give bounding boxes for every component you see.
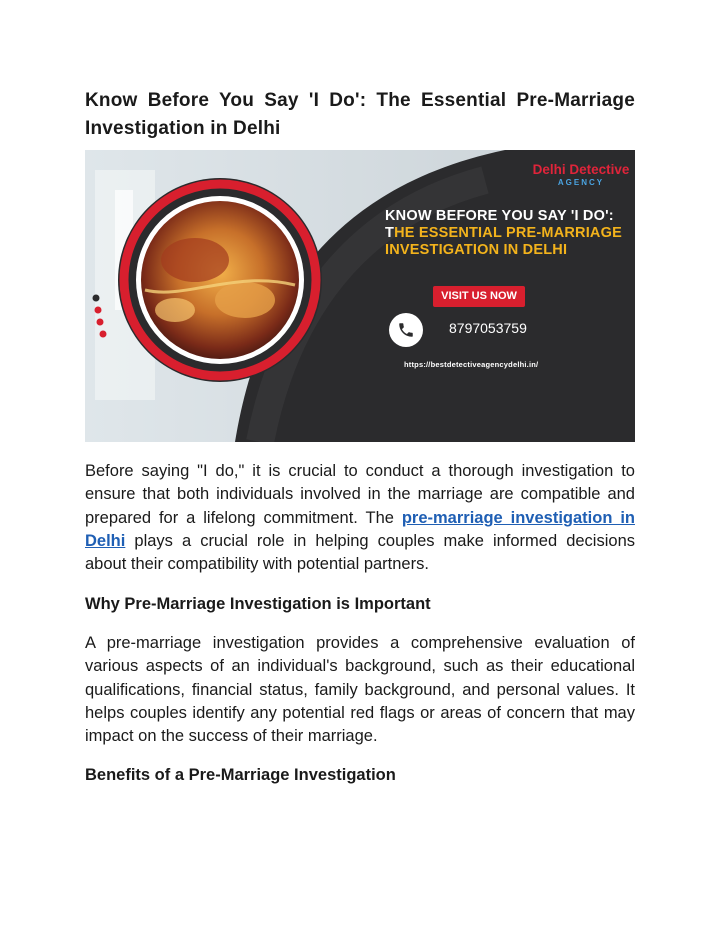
visit-us-now-button[interactable]: VISIT US NOW — [433, 286, 525, 307]
agency-subtitle: AGENCY — [557, 178, 605, 187]
intro-text-before: Before saying "I do," it is crucial to conduct a thorough investigation to ensure that both individuals involved in the marriage are compatible and prepared for a lifelong commitment. The — [85, 462, 635, 527]
banner-headline — [385, 208, 623, 259]
pre-marriage-investigation-link[interactable]: pre-marriage investigation in Delhi — [85, 508, 635, 550]
website-url: https://bestdetectiveagencydelhi.in/ — [404, 360, 539, 369]
intro-paragraph — [85, 460, 635, 576]
banner-background — [85, 150, 635, 442]
why-paragraph: A pre-marriage investigation provides a comprehensive evaluation of various aspects of an individual's background, such as their educational qualifications, financial status, family background, and personal values. It helps couples identify any potential red flags or areas of concern that may impact on the success of their marriage. — [85, 634, 635, 746]
phone-icon-badge — [389, 313, 423, 347]
article-title — [85, 87, 635, 143]
banner-headline-white: KNOW BEFORE YOU SAY 'I DO': T — [385, 208, 614, 241]
section-heading-benefits: Benefits of a Pre-Marriage Investigation — [85, 766, 396, 784]
agency-name: Delhi Detective — [532, 162, 630, 177]
intro-text-after: plays a crucial role in helping couples make informed decisions about their compatibility with potential partners. — [85, 531, 635, 574]
banner-headline-yellow: HE ESSENTIAL PRE-MARRIAGE INVESTIGATION IN DELHI — [385, 225, 622, 258]
section-heading-why: Why Pre-Marriage Investigation is Important — [85, 595, 431, 613]
promo-banner-image — [85, 150, 635, 442]
title-line-1: Know Before You Say 'I Do': The Essential Pre-Marriage — [85, 90, 635, 111]
phone-number: 8797053759 — [449, 320, 527, 336]
phone-icon — [397, 321, 415, 339]
agency-logo — [527, 162, 635, 187]
title-line-2: Investigation in Delhi — [85, 118, 281, 139]
